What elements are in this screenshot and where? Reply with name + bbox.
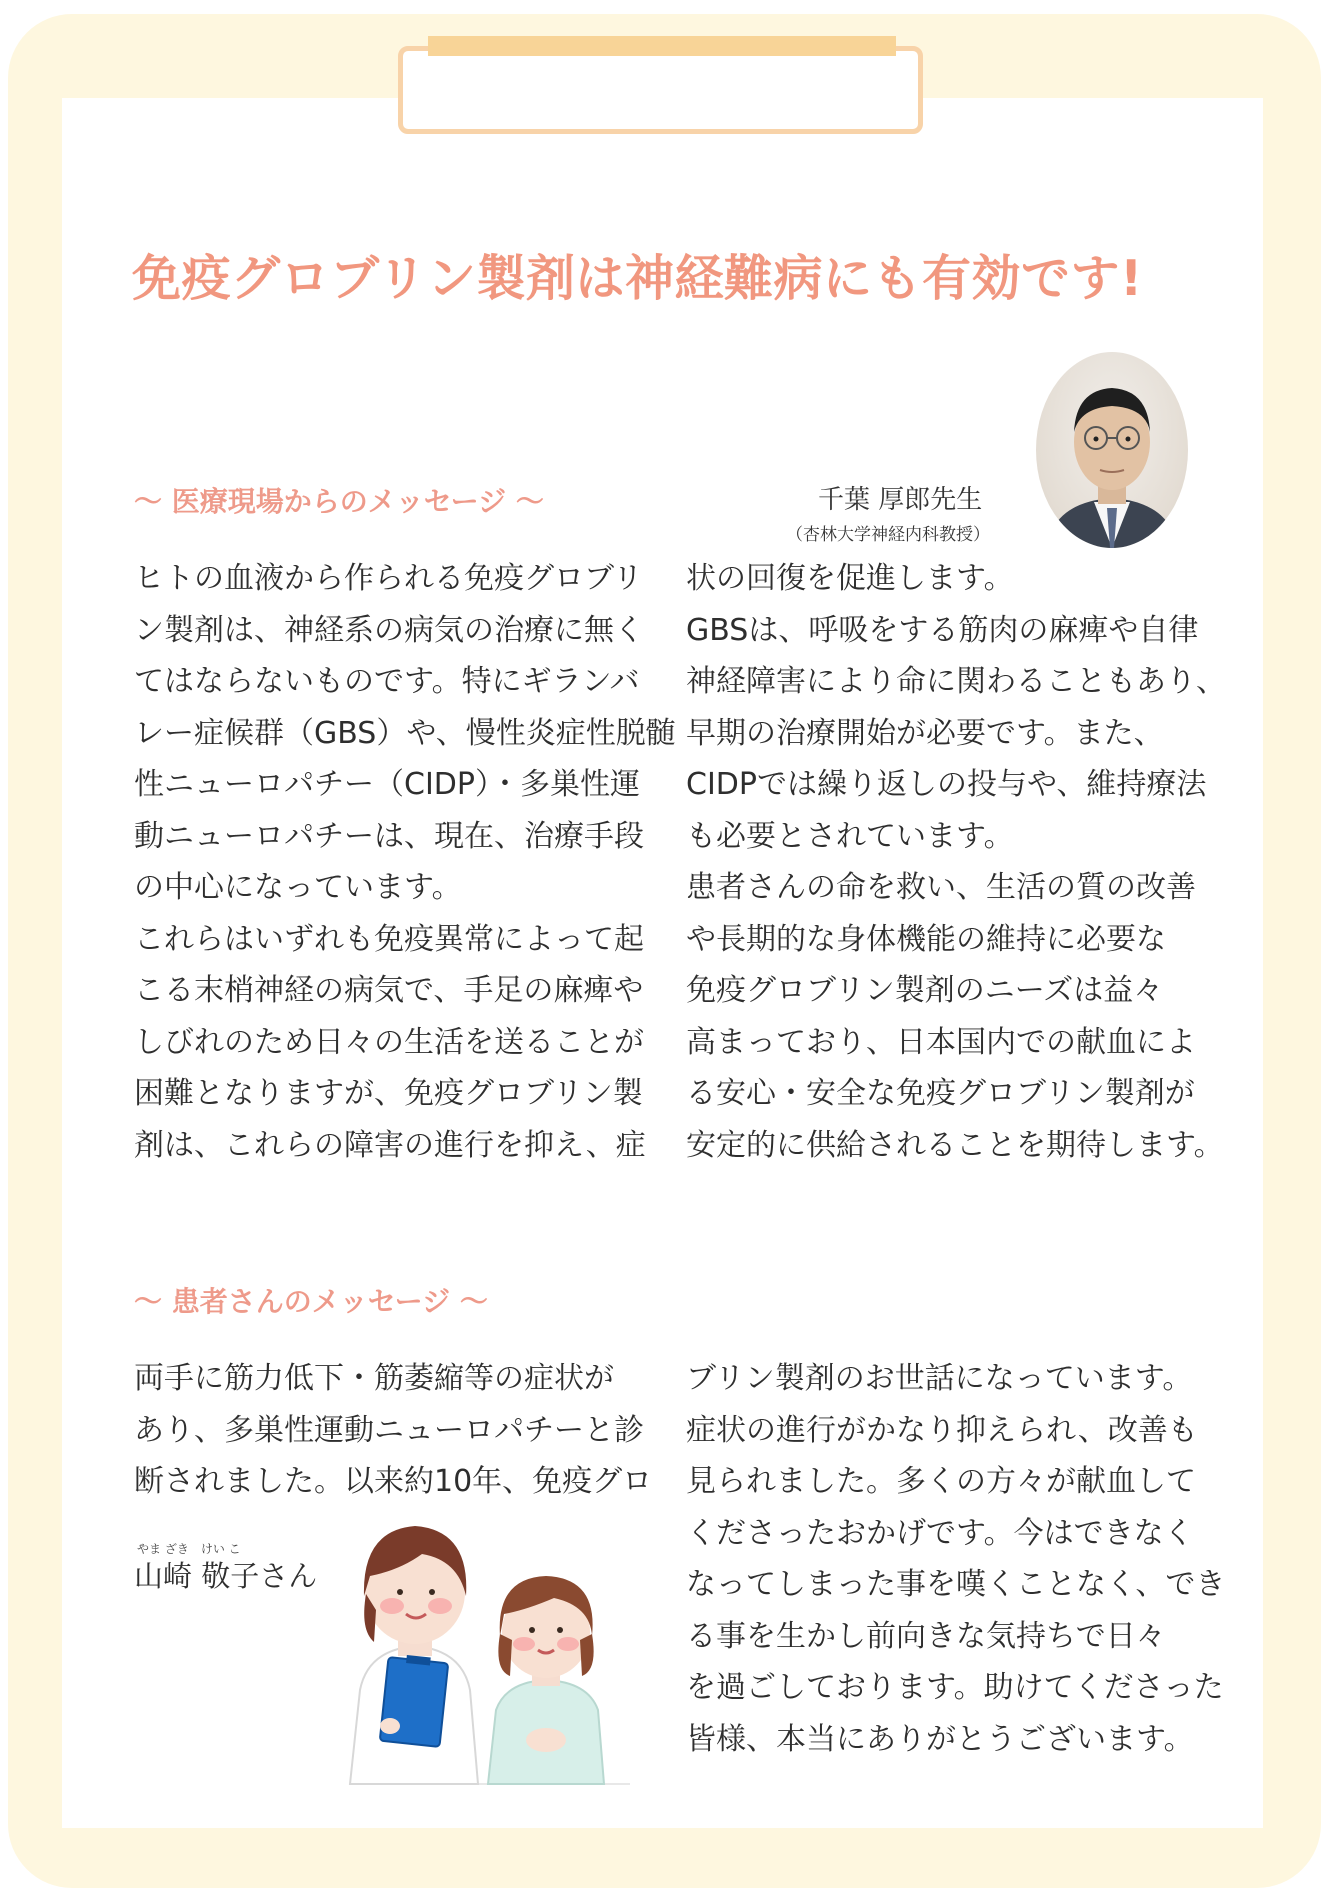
text-line: 安定的に供給されることを期待します。 — [686, 1127, 1224, 1163]
text-line: 免疫グロブリン製剤のニーズは益々 — [686, 973, 1164, 1008]
text-line: これらはいずれも免疫異常によって起 — [134, 921, 644, 957]
text-line: ン製剤は、神経系の病気の治療に無く — [134, 612, 644, 648]
text-line: や長期的な身体機能の維持に必要な — [686, 921, 1166, 957]
text-line: てはならないものです。特にギランバ — [134, 664, 640, 699]
text-line: CIDPでは繰り返しの投与や、維持療法 — [686, 767, 1207, 802]
text-line: 見られました。多くの方々が献血して — [686, 1464, 1196, 1499]
text-line: GBSは、呼吸をする筋肉の麻痺や自律 — [686, 612, 1199, 648]
text-line: 皆様、本当にありがとうございます。 — [686, 1721, 1194, 1757]
doctor-affiliation: （杏林大学神経内科教授） — [786, 525, 990, 545]
text-line: ブリン製剤のお世話になっています。 — [686, 1361, 1193, 1396]
patient-message-right-column — [686, 1353, 1225, 1765]
text-line: の中心になっています。 — [134, 870, 462, 905]
text-line: る事を生かし前向きな気持ちで日々 — [686, 1618, 1166, 1654]
doctor-message-heading: ～ 医療現場からのメッセージ ～ — [134, 485, 544, 518]
text-line: 早期の治療開始が必要です。また、 — [686, 715, 1164, 751]
clipboard-clip-bar — [428, 36, 896, 56]
text-line: しびれのため日々の生活を送ることが — [134, 1024, 644, 1060]
doctor-message-left-column — [134, 553, 676, 1171]
text-line: も必要とされています。 — [686, 818, 1014, 854]
text-line: 困難となりますが、免疫グロブリン製 — [134, 1076, 643, 1111]
text-line: 高まっており、日本国内での献血によ — [686, 1024, 1196, 1060]
text-line: 患者さんの命を救い、生活の質の改善 — [686, 870, 1196, 905]
text-line: 動ニューロパチーは、現在、治療手段 — [134, 818, 644, 854]
text-line: なってしまった事を嘆くことなく、でき — [686, 1567, 1226, 1602]
nurse-and-patient-illustration — [340, 1510, 640, 1790]
patient-message-left-column — [134, 1353, 652, 1508]
doctor-portrait-icon — [1036, 352, 1188, 548]
text-line: 状の回復を促進します。 — [686, 561, 1014, 596]
text-line: あり、多巣性運動ニューロパチーと診 — [134, 1412, 644, 1448]
text-line: こる末梢神経の病気で、手足の麻痺や — [134, 973, 644, 1008]
page-title: 免疫グロブリン製剤は神経難病にも有効です! — [132, 250, 1143, 307]
doctor-message-right-column — [686, 553, 1226, 1171]
text-line: くださったおかげです。今はできなく — [686, 1515, 1194, 1551]
doctor-name: 千葉 厚郎先生 — [818, 485, 983, 515]
text-line: 性ニューロパチー（CIDP）・多巣性運 — [134, 767, 640, 802]
text-line: レー症候群（GBS）や、慢性炎症性脱髄 — [134, 715, 676, 751]
text-line: 症状の進行がかなり抑えられ、改善も — [686, 1412, 1198, 1448]
doctor-photo — [1036, 352, 1188, 548]
nurse-patient-icon — [340, 1510, 640, 1790]
text-line: 神経障害により命に関わることもあり、 — [686, 664, 1226, 699]
patient-name: 山崎 敬子さん — [134, 1559, 318, 1593]
patient-message-heading: ～ 患者さんのメッセージ ～ — [134, 1285, 488, 1318]
text-line: を過ごしております。助けてくださった — [686, 1670, 1224, 1705]
text-line: 剤は、これらの障害の進行を抑え、症 — [134, 1127, 646, 1163]
patient-name-ruby: やま ざき けい こ — [137, 1542, 241, 1556]
text-line: る安心・安全な免疫グロブリン製剤が — [686, 1076, 1195, 1111]
text-line: ヒトの血液から作られる免疫グロブリ — [134, 561, 643, 596]
text-line: 両手に筋力低下・筋萎縮等の症状が — [134, 1361, 614, 1396]
clipboard-clip — [398, 46, 923, 134]
text-line: 断されました。以来約10年、免疫グロ — [134, 1464, 653, 1499]
